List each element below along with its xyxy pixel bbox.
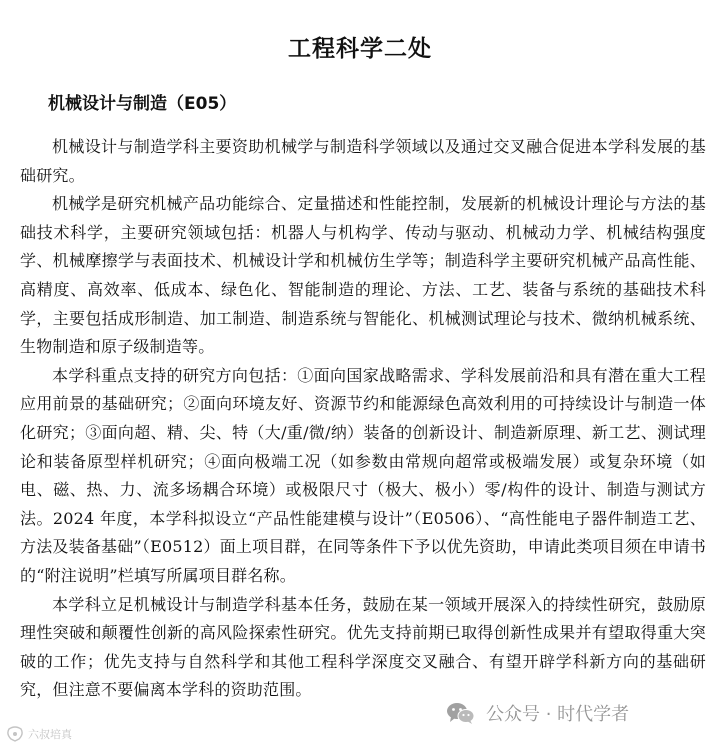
page-title: 工程科学二处 — [288, 36, 432, 62]
paragraph-3: 本学科重点支持的研究方向包括：①面向国家战略需求、学科发展前沿和具有潜在重大工程应用前景的基础研究；②面向环境友好、资源节约和能源绿色高效利用的可持续设计与制造一体化研究；③面向超、精、尖、特（大/重/微/纳）装备的创新设计、制造新原理、新工艺、测试理论和装备原型样机研究；④面向极端工况（如参数由常规向超常或极端发展）或复杂环境（如电、磁、热、力、流多场耦合环境）或极限尺寸（极大、极小）零/构件的设计、制造与测试方法。2024 年度，本学科拟设立“产品性能建模与设计”（E0506）、“高性能电子器件制造工艺、方法及装备基础”（E0512）面上项目群，在同等条件下予以优先资助，申请此类项目须在申请书的“附注说明”栏填写所属项目群名称。 — [20, 365, 706, 585]
paragraph-1: 机械设计与制造学科主要资助机械学与制造科学领域以及通过交叉融合促进本学科发展的基础研究。 — [20, 137, 706, 185]
corner-mark-text: 六叔培真 — [28, 728, 72, 741]
watermark-text: 公众号 · 时代学者 — [486, 704, 630, 725]
paragraph-2: 机械学是研究机械产品功能综合、定量描述和性能控制，发展新的机械设计理论与方法的基础技术科学，主要研究领域包括：机器人与机构学、传动与驱动、机械动力学、机械结构强度学、机械摩擦学与表面技术、机械设计学和机械仿生学等；制造科学主要研究机械产品高性能、高精度、高效率、低成本、绿色化、智能制造的理论、方法、工艺、装备与系统的基础技术科学，主要包括成形制造、加工制造、制造系统与智能化、机械测试理论与技术、微纳机械系统、生物制造和原子级制造等。 — [20, 194, 706, 357]
wechat-watermark — [446, 696, 629, 730]
corner-watermark — [6, 726, 72, 742]
body-text — [20, 133, 706, 705]
section-heading: 机械设计与制造（E05） — [48, 94, 237, 114]
wechat-icon — [446, 701, 476, 725]
paragraph-4: 本学科立足机械设计与制造学科基本任务，鼓励在某一领域开展深入的持续性研究，鼓励原理性突破和颠覆性创新的高风险探索性研究。优先支持前期已取得创新性成果并有望取得重大突破的工作；优先支持与自然科学和其他工程科学深度交叉融合、有望开辟学科新方向的基础研究，但注意不要偏离本学科的资助范围。 — [20, 594, 706, 700]
source-logo-icon — [6, 726, 24, 742]
